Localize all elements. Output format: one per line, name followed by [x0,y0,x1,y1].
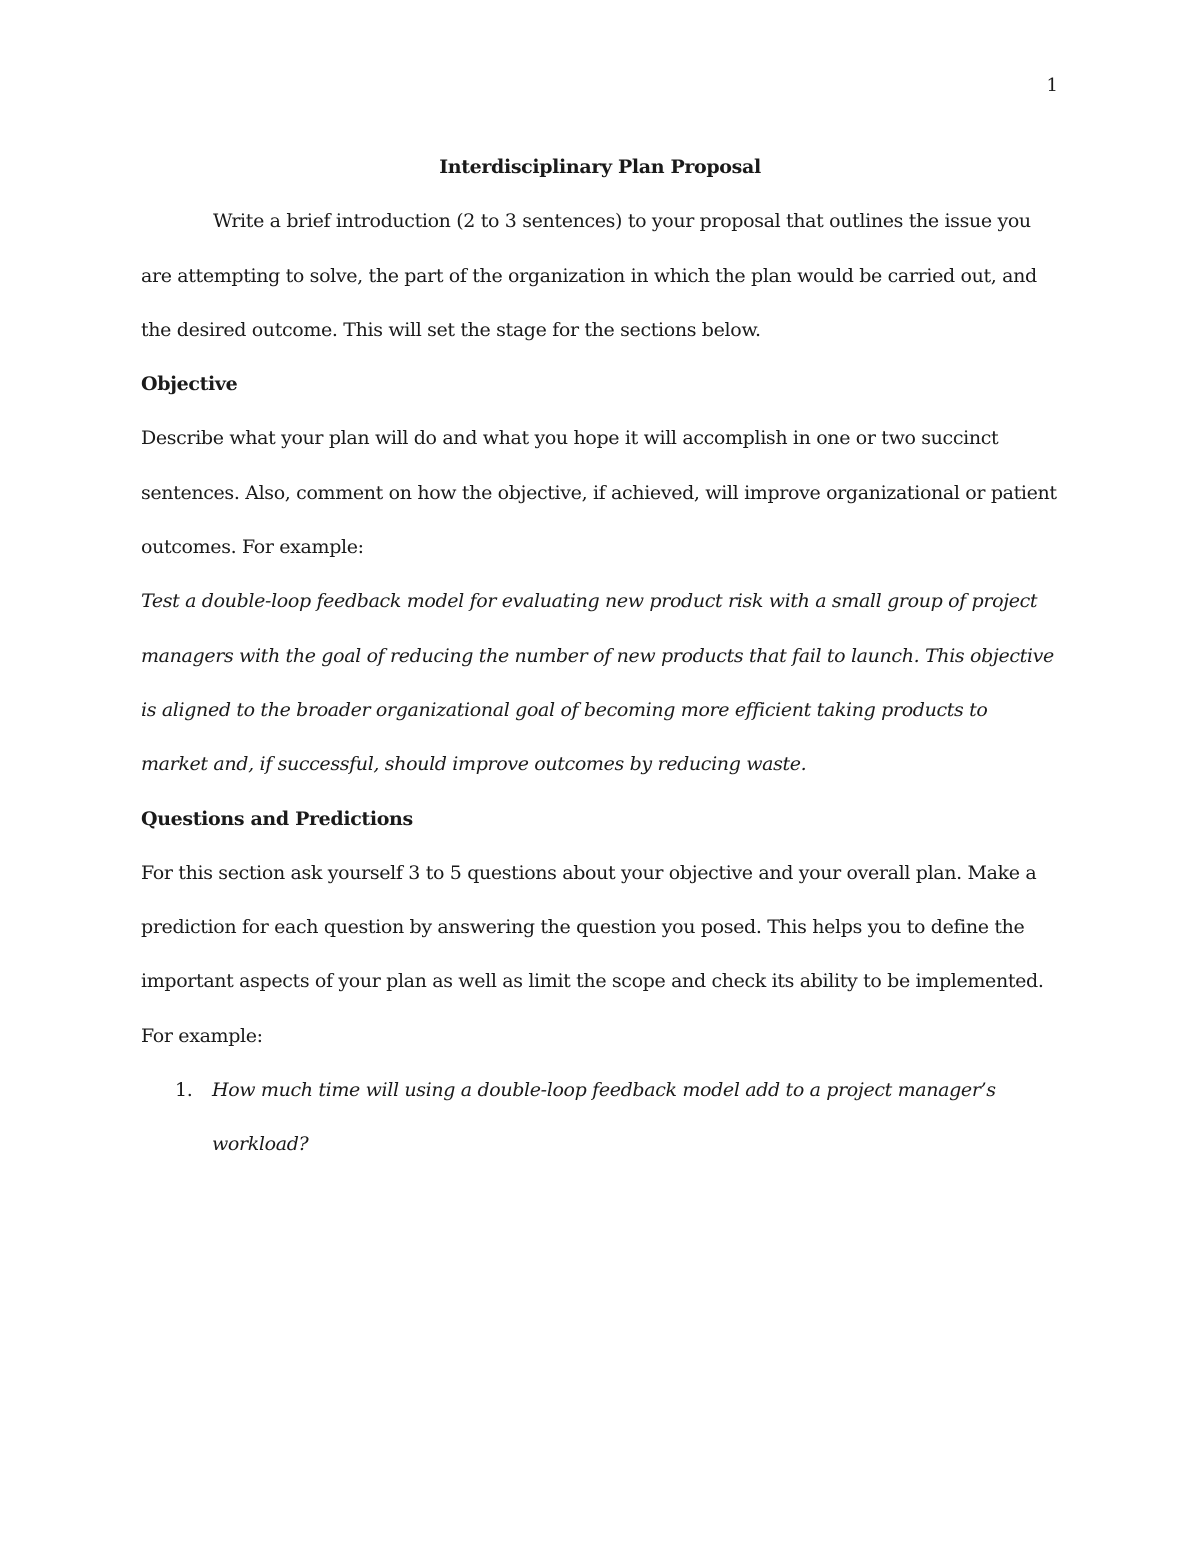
objective-section [141,357,1059,791]
questions-for-example: For example: [141,1024,263,1047]
document-title: Interdisciplinary Plan Proposal [439,156,761,178]
list-item-text: How much time will using a double-loop feedback model add to a project manager’s workload? [212,1079,996,1156]
objective-example: Test a double-loop feedback model for evaluating new product risk with a small group of project managers with the goal of reducing the number of new products that fail to launch. This objective is aligned to the broader organizational goal of becoming more efficient taking products to market and, if successful, should improve outcomes by reducing waste. [141,590,1054,776]
objective-body: Describe what your plan will do and what you hope it will accomplish in one or two succinct sentences. Also, comment on how the objective, if achieved, will improve organizational or patient outcomes. For example: [141,427,1057,559]
document-body [141,140,1059,1172]
list-item [141,1063,1059,1172]
page-number: 1 [1046,75,1058,96]
list-item-number: 1. [175,1079,193,1102]
questions-heading: Questions and Predictions [141,807,413,830]
questions-list [141,1063,1059,1172]
questions-section [141,792,1059,1172]
introduction-paragraph: Write a brief introduction (2 to 3 sentences) to your proposal that outlines the issue you are attempting to solve, the part of the organization in which the plan would be carried out, and the desired outcome. This will set the stage for the sections below. [141,210,1037,341]
objective-heading: Objective [141,373,238,396]
questions-body: For this section ask yourself 3 to 5 questions about your objective and your overall plan. Make a prediction for each question by answering the question you posed. This helps you to define the important aspects of your plan as well as limit the scope and check its ability to be implemented. [141,861,1044,993]
